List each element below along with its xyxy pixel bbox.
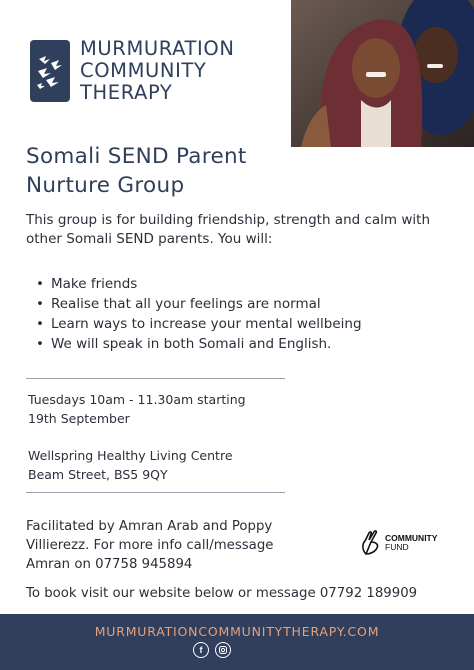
benefits-list (36, 274, 362, 354)
title-line-1: Somali SEND Parent (26, 144, 247, 169)
venue-street: Beam Street, BS5 9QY (28, 467, 168, 482)
fund-line-2: FUND (385, 542, 409, 552)
venue-name: Wellspring Healthy Living Centre (28, 448, 233, 463)
logo-wordmark (80, 38, 235, 104)
title-line-2: Nurture Group (26, 173, 185, 198)
birds-logo-icon (30, 40, 70, 102)
facebook-icon[interactable]: f (193, 642, 209, 658)
list-item: • Realise that all your feelings are normal (36, 294, 362, 314)
list-item: • Make friends (36, 274, 362, 294)
social-links (193, 642, 231, 658)
crossed-fingers-icon (360, 530, 382, 556)
fund-line-1: COMMUNITY (385, 533, 438, 543)
booking-text: To book visit our website below or message 07792 189909 (26, 586, 418, 601)
intro-paragraph: This group is for building friendship, strength and calm with other Somali SEND parents. You will: (26, 212, 431, 247)
page-title (26, 142, 247, 200)
logo-line-2: COMMUNITY (80, 59, 207, 82)
community-fund-logo (360, 530, 437, 556)
logo-line-3: THERAPY (80, 81, 173, 104)
instagram-icon[interactable] (215, 642, 231, 658)
list-item: • We will speak in both Somali and English. (36, 334, 362, 354)
logo (30, 38, 235, 104)
divider (26, 492, 285, 493)
divider (26, 378, 285, 379)
community-fund-text (385, 534, 437, 552)
hero-photo (291, 0, 474, 147)
facilitators-text: Facilitated by Amran Arab and Poppy Villierezz. For more info call/message Amran on 07758 945894 (26, 519, 274, 572)
venue-address (28, 446, 233, 484)
logo-line-1: MURMURATION (80, 37, 235, 60)
list-item: • Learn ways to increase your mental wellbeing (36, 314, 362, 334)
schedule-text: Tuesdays 10am - 11.30am starting 19th September (28, 392, 246, 426)
website-link[interactable]: MURMURATIONCOMMUNITYTHERAPY.COM (94, 624, 380, 639)
footer (0, 614, 474, 670)
